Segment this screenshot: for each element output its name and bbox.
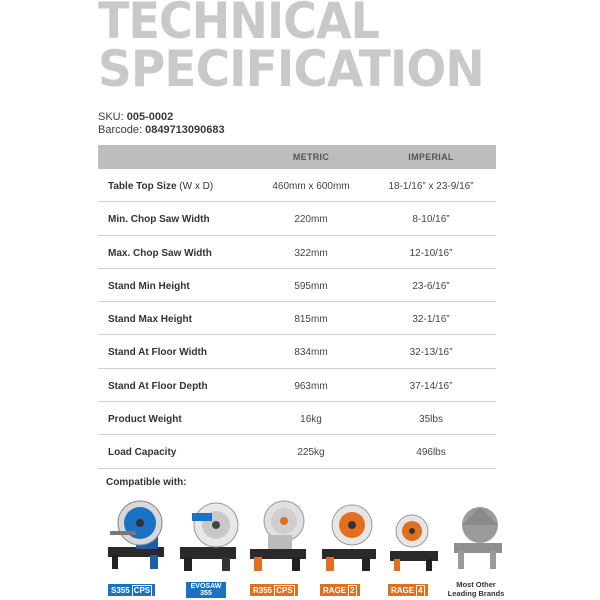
table-row [98,202,496,235]
badge-suffix: CPS [276,586,293,595]
row-imperial-value: 23-6/16” [412,280,450,292]
row-label-text: Min. Chop Saw Width [108,214,210,226]
barcode-label: Barcode: [98,124,143,136]
rage2-saw-image [318,495,378,577]
table-header [98,145,496,169]
s355-saw-image [106,495,166,575]
badge-suffix: 2 [350,586,355,595]
row-imperial-value: 32-13/16” [409,347,453,359]
compatible-label: Compatible with: [106,477,187,488]
badge-name: RAGE [391,586,415,595]
row-label [108,314,192,325]
badge-name: EVOSAW [190,583,222,590]
compatible-badge [250,584,298,596]
row-metric-value: 963mm [294,380,328,392]
row-metric-value: 220mm [294,214,328,226]
row-label-unit: (W x D) [176,181,214,192]
compatible-badge [108,584,155,596]
page-title-line-2: SPECIFICATION [98,40,484,98]
badge-name: RAGE [323,586,347,595]
row-metric-value: 595mm [294,280,328,292]
column-header-metric: METRIC [292,152,330,162]
table-row [98,435,496,468]
row-metric-value: 225kg [297,447,325,459]
badge-suffix: CPS [133,586,151,595]
row-label [108,414,182,425]
table-row [98,236,496,269]
row-metric-value: 815mm [294,314,328,326]
row-imperial-value: 18-1/16” x 23-9/16” [388,181,474,192]
row-label [108,214,210,225]
spec-table [98,145,496,469]
sku-label: SKU: [98,111,124,123]
badge-suffix: 4 [418,586,423,595]
table-row [98,269,496,302]
row-metric-value: 322mm [294,247,328,259]
row-imperial-value: 32-1/16” [412,314,450,326]
r355-saw-image [248,495,308,577]
row-metric-value: 460mm x 600mm [272,181,350,192]
row-label [108,447,176,458]
compatible-badge [186,582,226,598]
row-label-text: Stand Max Height [108,314,192,326]
badge-name: S355 [111,586,130,595]
table-row [98,335,496,368]
row-imperial-value: 8-10/16” [412,214,450,226]
row-metric-value: 16kg [300,414,322,426]
row-label [108,347,207,358]
compatible-badge [388,584,428,596]
row-imperial-value: 496lbs [416,447,446,459]
row-label-text: Table Top Size [108,181,177,192]
table-row [98,302,496,335]
table-row [98,369,496,402]
row-imperial-value: 35lbs [419,414,443,426]
other-brands-text: Most Other Leading Brands [447,580,505,598]
row-imperial-value: 12-10/16” [409,247,453,259]
row-label-text: Stand At Floor Width [108,347,207,359]
column-header-imperial: IMPERIAL [408,152,454,162]
sku-line [98,111,173,123]
row-label-text: Max. Chop Saw Width [108,247,212,259]
compatible-badge [320,584,360,596]
evosaw-saw-image [176,495,240,577]
barcode-value: 0849713090683 [145,124,225,136]
generic-saw-image [452,495,504,577]
badge-name: R355 [253,586,273,595]
row-label [108,381,208,392]
sku-value: 005-0002 [126,111,174,123]
table-row [98,169,496,202]
row-label-text: Product Weight [108,414,182,426]
row-label-text: Stand Min Height [108,280,190,292]
row-label-text: Stand At Floor Depth [108,380,208,392]
table-row [98,402,496,435]
row-metric-value: 834mm [294,347,328,359]
row-label [108,281,190,292]
row-label [108,181,213,192]
page-title-line-1: TECHNICAL [98,0,380,50]
badge-suffix: 355 [200,590,212,597]
rage4-saw-image [386,495,442,577]
barcode-line [98,124,225,136]
row-imperial-value: 37-14/16” [409,380,453,392]
row-label [108,248,212,259]
row-label-text: Load Capacity [108,447,177,459]
